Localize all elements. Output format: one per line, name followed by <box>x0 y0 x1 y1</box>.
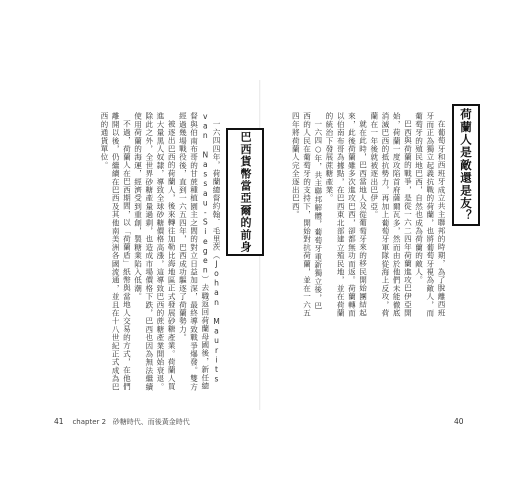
page-number-left: 41 <box>54 417 64 426</box>
paragraph: 被逐出巴西的荷蘭人，後來轉往加勒比海地區正式發展砂糖產業。荷蘭人買進大量黑人奴隸，導致全球砂糖價格高漲，這導致巴西的蔗糖產業開始衰退。除此之外，全世界砂糖產量過剩，也造成市場價格下跌，巴西也因為無法繼續使用荷蘭的海運，經濟受到重創，製糖業陷入低潮。 <box>133 112 177 391</box>
left-footer <box>54 417 190 427</box>
page-number-right: 40 <box>454 417 464 426</box>
paragraph: 不過，荷蘭人在巴西期間，以「荷蘭盾」紙幣與當地人交易的方式，在他們離開以後，仍繼續在巴西及其他南美洲各國流通，並且在十八世紀正式成為巴西的通貨單位。 <box>99 112 132 391</box>
right-footer <box>454 417 464 426</box>
right-page-body <box>283 112 447 317</box>
left-page-body <box>58 112 222 395</box>
section-title-box-left <box>226 128 264 256</box>
chapter-title: 砂糖時代、而後黃金時代 <box>112 418 190 426</box>
paragraph: 一六四四年，荷蘭總督約翰．毛里茨（Johan Maurits van Nassau-Siegen）去職返回荷蘭母國後，新任總督與伯南布哥的甘蔗種植園主之間的對立日益加深，最終導致戰爭爆發。雙方經過幾場戰役後，直到一六五四年，巴西成功驅逐了荷蘭勢力。 <box>178 112 221 391</box>
paragraph: 巴西與荷蘭的戰爭，是從一六二四年荷蘭進攻巴伊亞開始，荷蘭一度攻陷首府薩爾瓦多，然而由於他們未能徹底消滅巴西的抵抗勢力，再加上葡萄牙軍隊從海上反攻，荷蘭在一年後就被逐出巴伊亞。 <box>369 112 413 317</box>
paragraph: 在葡萄牙和西班牙成立共主聯邦的時期，為了脫離西班牙而正為獨立起義抗戰的荷蘭，也將葡萄牙視為敵人，而葡萄牙的殖民地巴西，自然也成為荷蘭的敵人。 <box>414 112 446 317</box>
chapter-label: chapter 2 <box>72 418 107 426</box>
paragraph: 就在此時，巴西當地人及從葡萄牙來的移民開始團結起來，此後荷蘭雖多次進攻巴西，卻都無功而返。荷蘭轉而以伯南布哥為據點，在巴西東北部建立殖民地，並在荷蘭的統治下發展蔗糖產業。 <box>324 112 368 317</box>
section-title-left: 巴西貨幣當亞爾的前身 <box>239 131 252 253</box>
section-title-box-right <box>452 104 480 226</box>
paragraph: 一六四○年，共主聯邦解體，葡萄牙重新獨立後，巴西的人民在葡萄牙的支持下，開始對抗荷蘭，並在一六五四年將荷蘭人完全逐出巴西。 <box>291 112 323 317</box>
section-title-right: 荷蘭人是敵還是友？ <box>459 107 473 223</box>
